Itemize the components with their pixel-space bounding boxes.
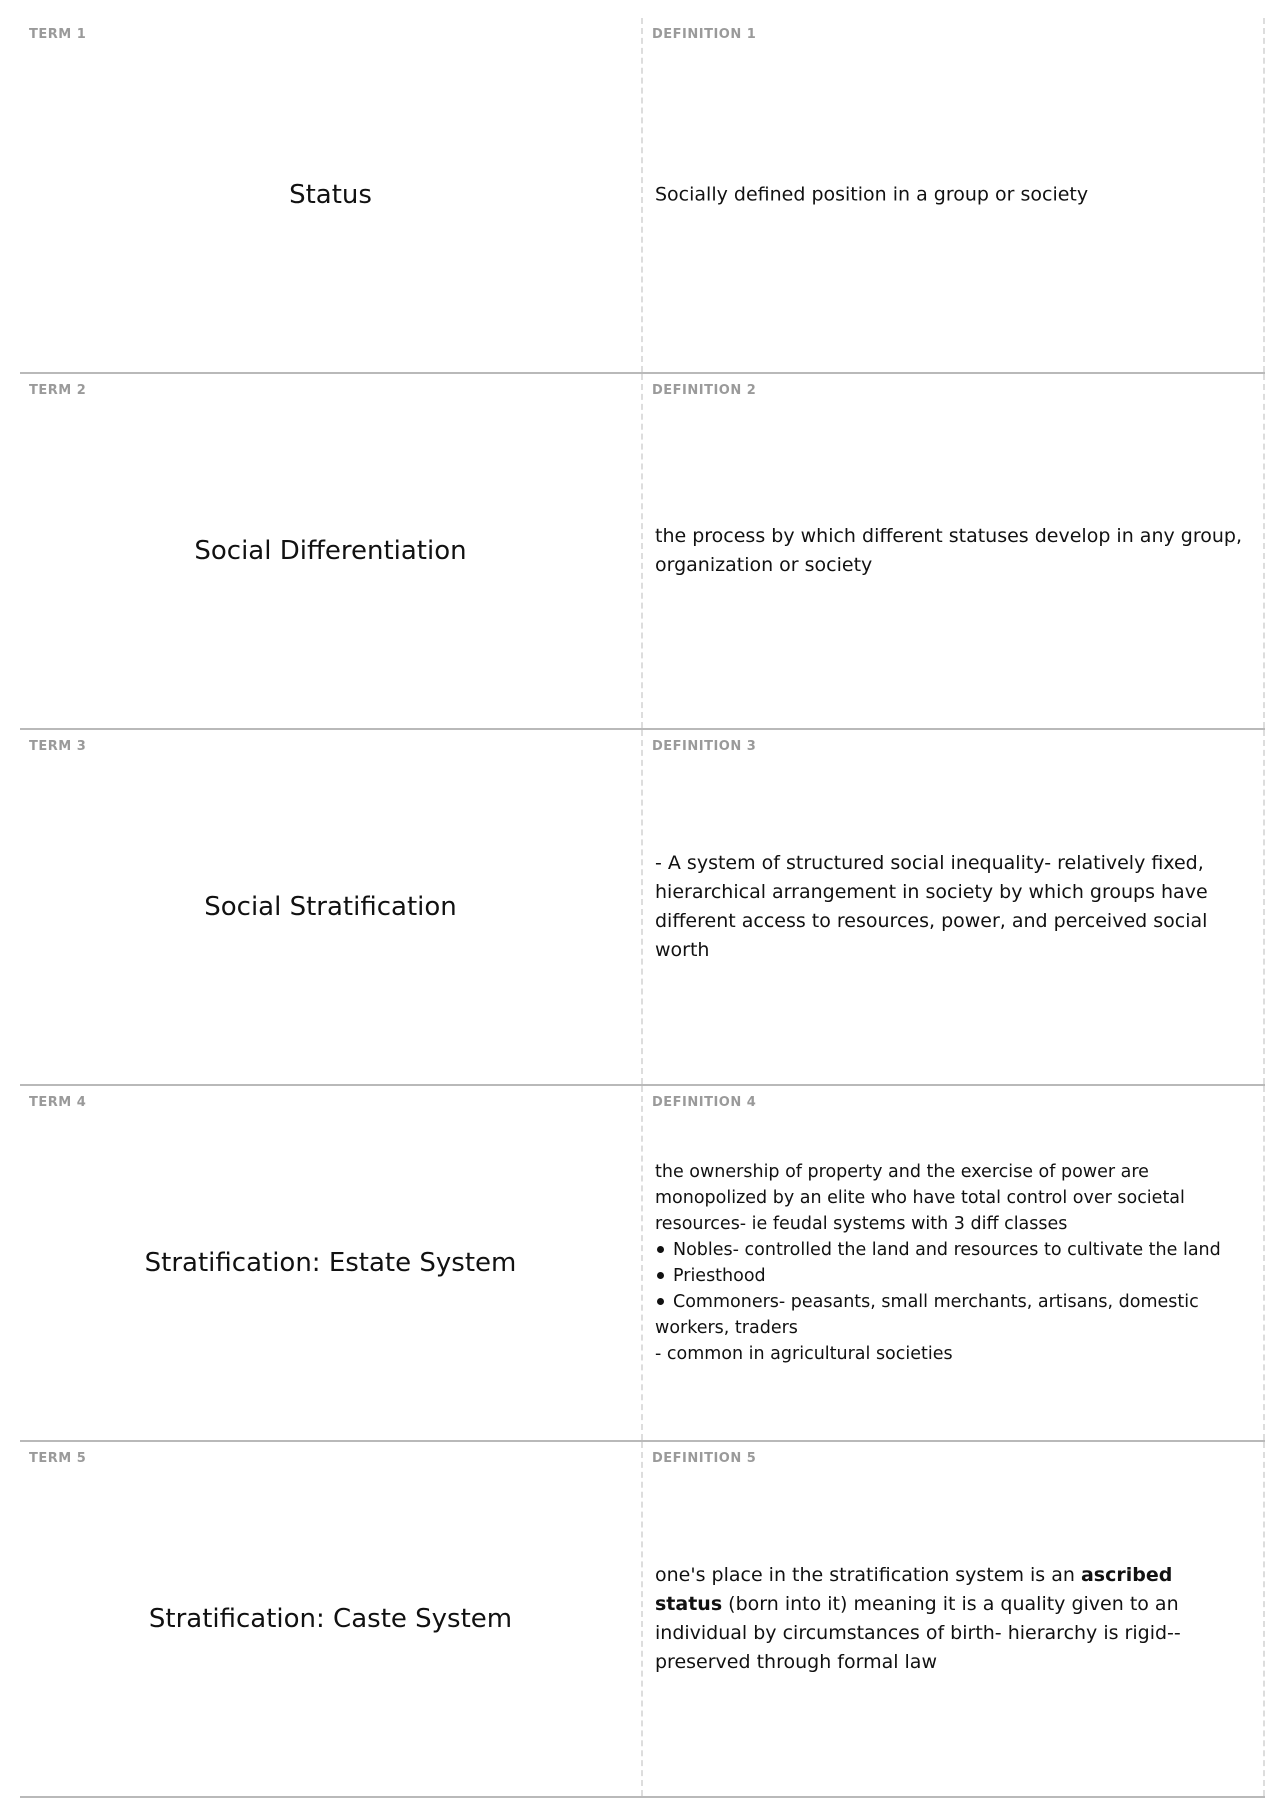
term-text-5: Stratification: Caste System <box>148 1604 513 1634</box>
definition-bullet-list-4 <box>655 1237 1243 1341</box>
bullet-icon <box>657 1298 664 1305</box>
term-text-2: Social Differentiation <box>194 536 467 566</box>
definition-intro-4: the ownership of property and the exercise of power are monopolized by an elite who have total control over societal resources- ie feudal systems with 3 diff classes <box>655 1162 1185 1234</box>
term-text-1: Status <box>289 180 372 210</box>
definition-label-4: DEFINITION 4 <box>652 1095 757 1110</box>
card-row-4 <box>20 1086 1265 1442</box>
definition-text-1 <box>655 181 1243 210</box>
term-label-2: TERM 2 <box>29 383 87 398</box>
definition-cell-3 <box>643 730 1265 1084</box>
term-label-5: TERM 5 <box>29 1451 87 1466</box>
bullet-text: Commoners- peasants, small merchants, artisans, domestic workers, traders <box>655 1292 1199 1338</box>
definition-paragraph-3: - A system of structured social inequality- relatively fixed, hierarchical arrangement in society by which groups have different access to resources, power, and perceived social worth <box>655 852 1208 961</box>
term-text-4: Stratification: Estate System <box>144 1248 517 1278</box>
list-item <box>655 1237 1243 1263</box>
definition-part-2: (born into it) meaning it is a quality given to an individual by circumstances of birth- hierarchy is rigid-- preserved through formal law <box>655 1593 1181 1673</box>
definition-text-2 <box>655 522 1243 580</box>
definition-paragraph-5 <box>655 1561 1243 1677</box>
definition-text-5 <box>655 1561 1243 1677</box>
list-item <box>655 1289 1243 1341</box>
term-cell-2 <box>20 374 643 728</box>
definition-text-3 <box>655 849 1243 965</box>
term-text-3: Social Stratification <box>204 892 457 922</box>
card-row-3 <box>20 730 1265 1086</box>
definition-cell-4 <box>643 1086 1265 1440</box>
bullet-text: Nobles- controlled the land and resources to cultivate the land <box>673 1240 1221 1260</box>
definition-bold-term: ascribed status <box>655 1564 1173 1615</box>
list-item <box>655 1263 1243 1289</box>
bullet-icon <box>657 1246 664 1253</box>
bullet-icon <box>657 1272 664 1279</box>
definition-cell-5 <box>643 1442 1265 1796</box>
definition-label-1: DEFINITION 1 <box>652 27 757 42</box>
card-row-1 <box>20 18 1265 374</box>
term-label-3: TERM 3 <box>29 739 87 754</box>
definition-paragraph-1: Socially defined position in a group or society <box>655 183 1089 206</box>
definition-cell-2 <box>643 374 1265 728</box>
definition-label-5: DEFINITION 5 <box>652 1451 757 1466</box>
card-row-5 <box>20 1442 1265 1798</box>
definition-text-4 <box>655 1159 1243 1367</box>
term-label-4: TERM 4 <box>29 1095 87 1110</box>
definition-part-1: one's place in the stratification system is an <box>655 1564 1081 1586</box>
definition-cell-1 <box>643 18 1265 372</box>
term-cell-1 <box>20 18 643 372</box>
term-cell-4 <box>20 1086 643 1440</box>
term-label-1: TERM 1 <box>29 27 87 42</box>
term-cell-5 <box>20 1442 643 1796</box>
definition-label-3: DEFINITION 3 <box>652 739 757 754</box>
definition-label-2: DEFINITION 2 <box>652 383 757 398</box>
card-row-2 <box>20 374 1265 730</box>
term-cell-3 <box>20 730 643 1084</box>
definition-paragraph-2: the process by which different statuses develop in any group, organization or society <box>655 525 1242 576</box>
definition-outro-4: - common in agricultural societies <box>655 1344 953 1364</box>
bullet-text: Priesthood <box>673 1266 766 1286</box>
